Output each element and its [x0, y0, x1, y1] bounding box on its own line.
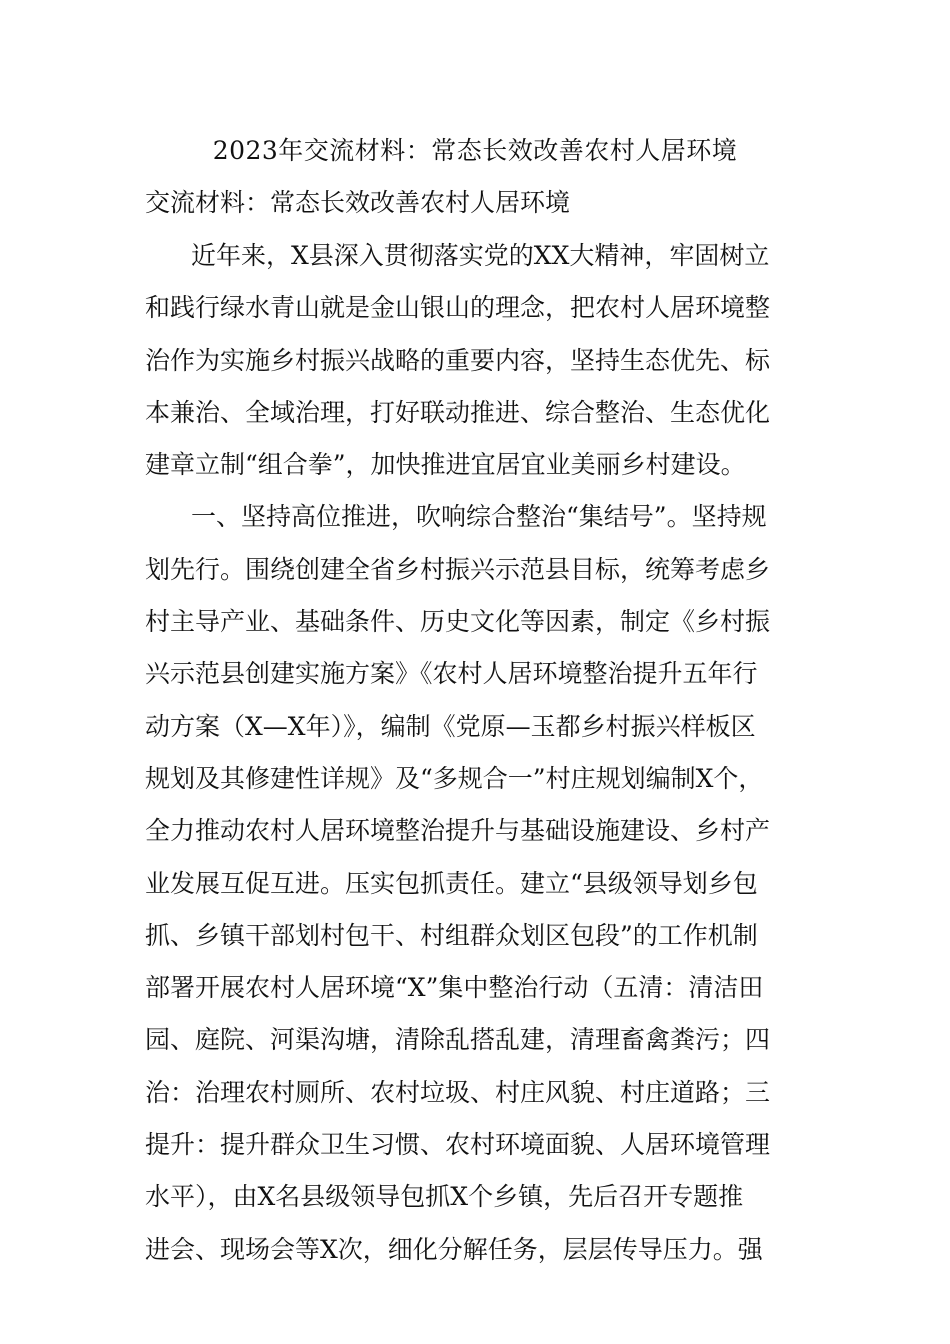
text-line: 提升：提升群众卫生习惯、农村环境面貌、人居环境管理 [145, 1130, 771, 1160]
document-title: 2023年交流材料：常态长效改善农村人居环境 [212, 136, 738, 165]
document-body [145, 230, 810, 1276]
text-line: 全力推动农村人居环境整治提升与基础设施建设、乡村产 [145, 816, 771, 846]
text-line: 水平），由X名县级领导包抓X个乡镇，先后召开专题推 [145, 1182, 744, 1212]
text-line: 村主导产业、基础条件、历史文化等因素，制定《乡村振 [145, 607, 771, 637]
text-line: 和践行绿水青山就是金山银山的理念，把农村人居环境整 [145, 293, 771, 323]
text-line: 兴示范县创建实施方案》《农村人居环境整治提升五年行 [145, 659, 758, 689]
paragraph-intro [145, 230, 810, 491]
text-line: 园、庭院、河渠沟塘，清除乱搭乱建，清理畜禽粪污；四 [145, 1025, 771, 1055]
text-line: 划先行。围绕创建全省乡村振兴示范县目标，统筹考虑乡 [145, 554, 771, 584]
text-line: 一、坚持高位推进，吹响综合整治“集结号”。坚持规 [191, 502, 767, 532]
text-line: 建章立制“组合拳”，加快推进宜居宜业美丽乡村建设。 [145, 450, 746, 480]
text-line: 动方案（X—X年）》，编制《党原—玉都乡村振兴样板区 [145, 711, 756, 741]
text-line: 本兼治、全域治理，打好联动推进、综合整治、生态优化 [145, 397, 771, 427]
text-line: 抓、乡镇干部划村包干、村组群众划区包段”的工作机制 [145, 920, 758, 950]
text-line: 业发展互促互进。压实包抓责任。建立“县级领导划乡包 [145, 868, 758, 898]
text-line: 治：治理农村厕所、农村垃圾、村庄风貌、村庄道路；三 [145, 1077, 771, 1107]
text-line: 部署开展农村人居环境“X”集中整治行动（五清：清洁田 [145, 973, 764, 1003]
text-line: 近年来，X县深入贯彻落实党的XX大精神，牢固树立 [191, 241, 770, 270]
text-line: 治作为实施乡村振兴战略的重要内容，坚持生态优先、标 [145, 345, 771, 375]
text-line: 进会、现场会等X次，细化分解任务，层层传导压力。强 [145, 1234, 763, 1264]
document-subtitle: 交流材料：常态长效改善农村人居环境 [145, 188, 571, 217]
text-line: 规划及其修建性详规》及“多规合一”村庄规划编制X个， [145, 763, 764, 793]
paragraph-section-one [145, 491, 810, 1275]
